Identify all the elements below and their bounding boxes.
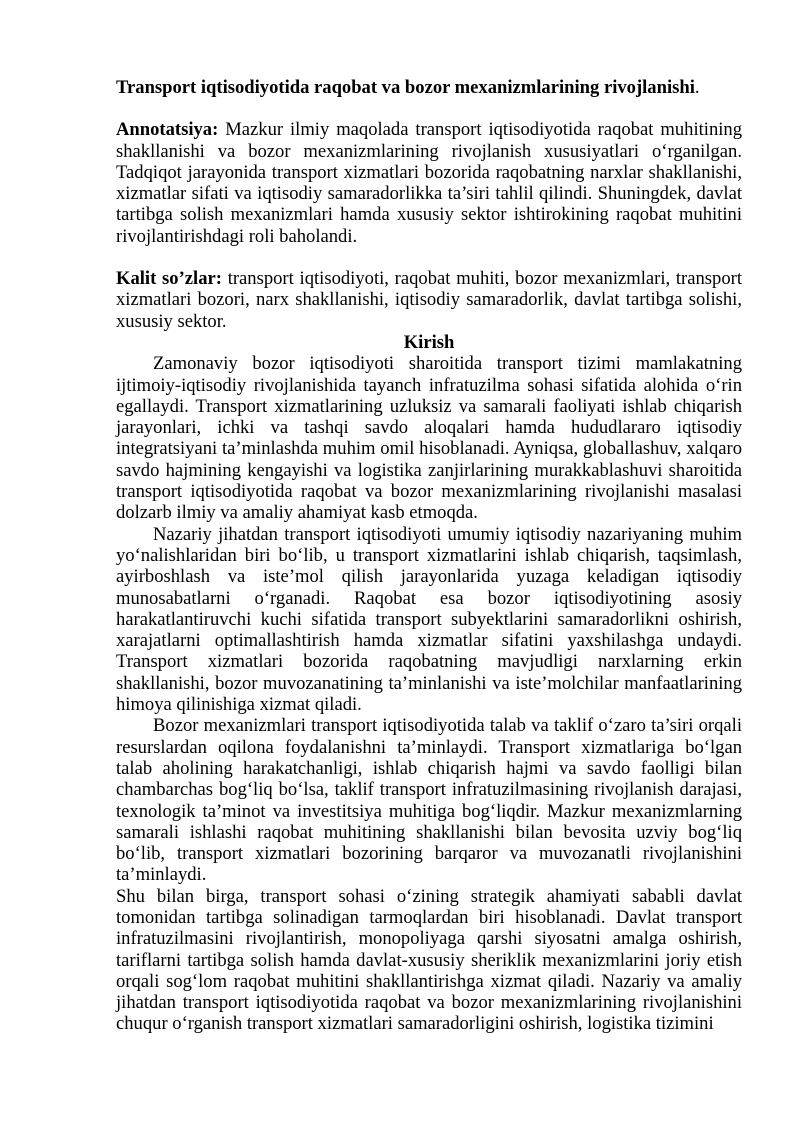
keywords-text: transport iqtisodiyoti, raqobat muhiti, bozor mexanizmlari, transport xizmatlari bozori, narx shakllanishi, iqtisodiy samaradorlik, davlat tartibga solishi, xususiy sektor. <box>116 268 742 332</box>
paragraph-2: Nazariy jihatdan transport iqtisodiyoti umumiy iqtisodiy nazariyaning muhim yo‘nalishlaridan biri bo‘lib, u transport xizmatlarini ishlab chiqarish, taqsimlash, ayirboshlash va iste’mol qilish jarayonlarida yuzaga keladigan iqtisodiy munosabatlarni o‘rganadi. Raqobat esa bozor iqtisodiyotining asosiy harakatlantiruvchi kuchi sifatida transport subyektlarini samaradorlikni oshirish, xarajatlarni optimallashtirish hamda xizmatlar sifatini yaxshilashga undaydi. Transport xizmatlari bozorida raqobatning mavjudligi narxlarning erkin shakllanishi, bozor muvozanatining ta’minlanishi va iste’molchilar manfaatlarining himoya qilinishiga xizmat qiladi. <box>116 523 742 716</box>
paragraph-4: Shu bilan birga, transport sohasi o‘zining strategik ahamiyati sababli davlat tomonidan tartibga solinadigan tarmoqlardan biri hisoblanadi. Davlat transport infratuzilmasini rivojlantirish, monopoliyaga qarshi siyosatni amalga oshirish, tariflarni tartibga solish hamda davlat-xususiy sheriklik mexanizmlarini joriy etish orqali sog‘lom raqobat muhitini shakllantirishga xizmat qiladi. Nazariy va amaliy jihatdan transport iqtisodiyotida raqobat va bozor mexanizmlarining rivojlanishini chuqur o‘rganish transport xizmatlari samaradorligini oshirish, logistika tizimini <box>116 885 742 1035</box>
article-title-period: . <box>694 77 700 98</box>
document-body <box>116 77 742 1035</box>
abstract <box>116 119 742 247</box>
keywords <box>116 268 742 332</box>
abstract-text: Mazkur ilmiy maqolada transport iqtisodiyotida raqobat muhitining shakllanishi va bozor mexanizmlarining rivojlanish xususiyatlari o‘rganilgan. Tadqiqot jarayonida transport xizmatlari bozorida raqobatning narxlar shakllanishi, xizmatlar sifati va iqtisodiy samaradorlikka ta’siri tahlil qilindi. Shuningdek, davlat tartibga solish mexanizmlari hamda xususiy sektor ishtirokining raqobat muhitini rivojlantirishdagi roli baholandi. <box>116 119 742 247</box>
abstract-label: Annotatsiya: <box>116 119 219 141</box>
paragraph-1: Zamonaviy bozor iqtisodiyoti sharoitida transport tizimi mamlakatning ijtimoiy-iqtisodiy rivojlanishida tayanch infratuzilma sohasi sifatida alohida o‘rin egallaydi. Transport xizmatlarining uzluksiz va samarali faoliyati ishlab chiqarish jarayonlari, ichki va tashqi savdo aloqalari hamda hududlararo iqtisodiy integratsiyani ta’minlashda muhim omil hisoblanadi. Ayniqsa, globallashuv, xalqaro savdo hajmining kengayishi va logistika zanjirlarining murakkablashuvi sharoitida transport iqtisodiyotida raqobat va bozor mexanizmlarining rivojlanishi masalasi dolzarb ilmiy va amaliy ahamiyat kasb etmoqda. <box>116 353 742 524</box>
paragraph-3: Bozor mexanizmlari transport iqtisodiyotida talab va taklif o‘zaro ta’siri orqali resurslardan oqilona foydalanishni ta’minlaydi. Transport xizmatlariga bo‘lgan talab aholining harakatchanligi, ishlab chiqarish hajmi va savdo faolligi bilan chambarchas bog‘liq bo‘lsa, taklif transport infratuzilmasining rivojlanish darajasi, texnologik ta’minot va investitsiya muhitiga bog‘liqdir. Mazkur mexanizmlarning samarali ishlashi raqobat muhitining shakllanishi bilan bevosita uzviy bog‘liq bo‘lib, transport xizmatlari bozorining barqaror va muvozanatli rivojlanishini ta’minlaydi. <box>116 715 742 886</box>
article-title <box>116 77 742 98</box>
section-heading-intro: Kirish <box>403 331 455 353</box>
article-title-text: Transport iqtisodiyotida raqobat va bozor mexanizmlarining rivojlanishi <box>116 77 695 98</box>
keywords-label: Kalit so’zlar: <box>116 268 222 290</box>
